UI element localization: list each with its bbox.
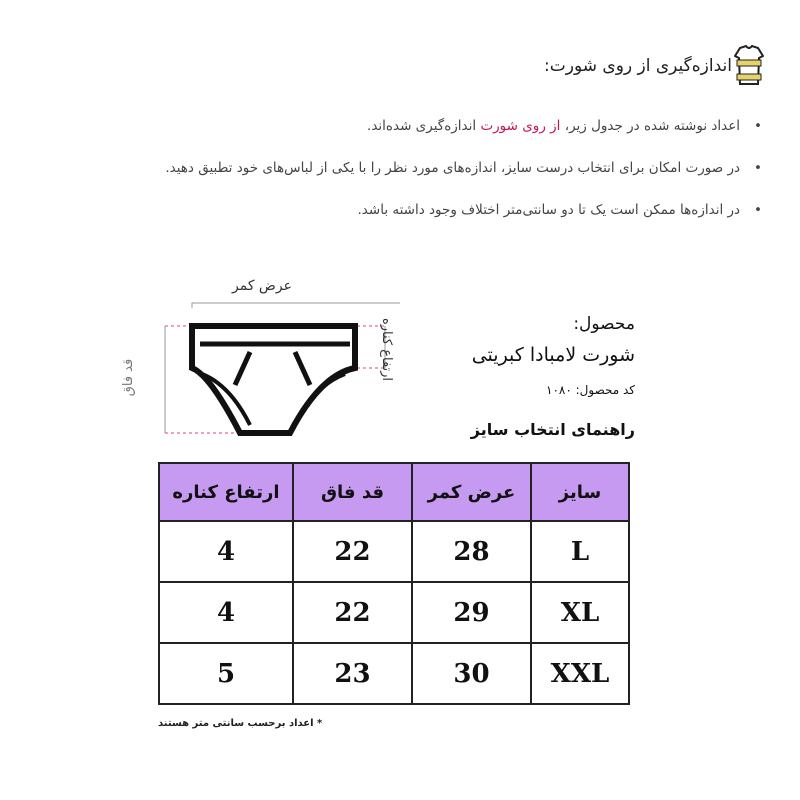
header-length: قد فاق	[293, 463, 412, 521]
size-guide-title: راهنمای انتخاب سایز	[470, 420, 635, 439]
cell-size: L	[531, 521, 629, 582]
cell-waist: 28	[412, 521, 531, 582]
cell-side-height: 4	[159, 521, 293, 582]
product-name: شورت لامبادا کبریتی	[471, 344, 635, 366]
cell-length: 23	[293, 643, 412, 704]
product-code: کد محصول: ۱۰۸۰	[546, 383, 635, 397]
cell-length: 22	[293, 582, 412, 643]
header-waist: عرض کمر	[412, 463, 531, 521]
table-row	[159, 582, 629, 643]
cell-side-height: 4	[159, 582, 293, 643]
length-label: قد فاق	[121, 358, 137, 397]
cell-length: 22	[293, 521, 412, 582]
bullet-2: • در صورت امکان برای انتخاب درست سایز، اندازه‌های مورد نظر را با یکی از لباس‌های خود تطبیق دهید.	[165, 160, 762, 176]
bullet-1: • اعداد نوشته شده در جدول زیر، از روی شورت اندازه‌گیری شده‌اند.	[367, 118, 762, 134]
units-note: * اعداد برحسب سانتی متر هستند	[158, 718, 323, 729]
bullet-3: • در اندازه‌ها ممکن است یک تا دو سانتی‌متر اختلاف وجود داشته باشد.	[358, 202, 762, 218]
size-table	[158, 462, 630, 705]
underwear-diagram	[140, 270, 400, 450]
shirt-measure-icon	[734, 44, 764, 88]
cell-waist: 30	[412, 643, 531, 704]
header-size: سایز	[531, 463, 629, 521]
cell-size: XXL	[531, 643, 629, 704]
table-header-row	[159, 463, 629, 521]
product-label: محصول:	[573, 314, 635, 334]
cell-size: XL	[531, 582, 629, 643]
cell-waist: 29	[412, 582, 531, 643]
side-height-label: ارتفاع کناره	[379, 317, 395, 382]
table-row	[159, 521, 629, 582]
cell-side-height: 5	[159, 643, 293, 704]
section-title: اندازه‌گیری از روی شورت:	[544, 56, 732, 76]
table-row	[159, 643, 629, 704]
waist-label: عرض کمر	[232, 278, 292, 294]
header-side-height: ارتفاع کناره	[159, 463, 293, 521]
